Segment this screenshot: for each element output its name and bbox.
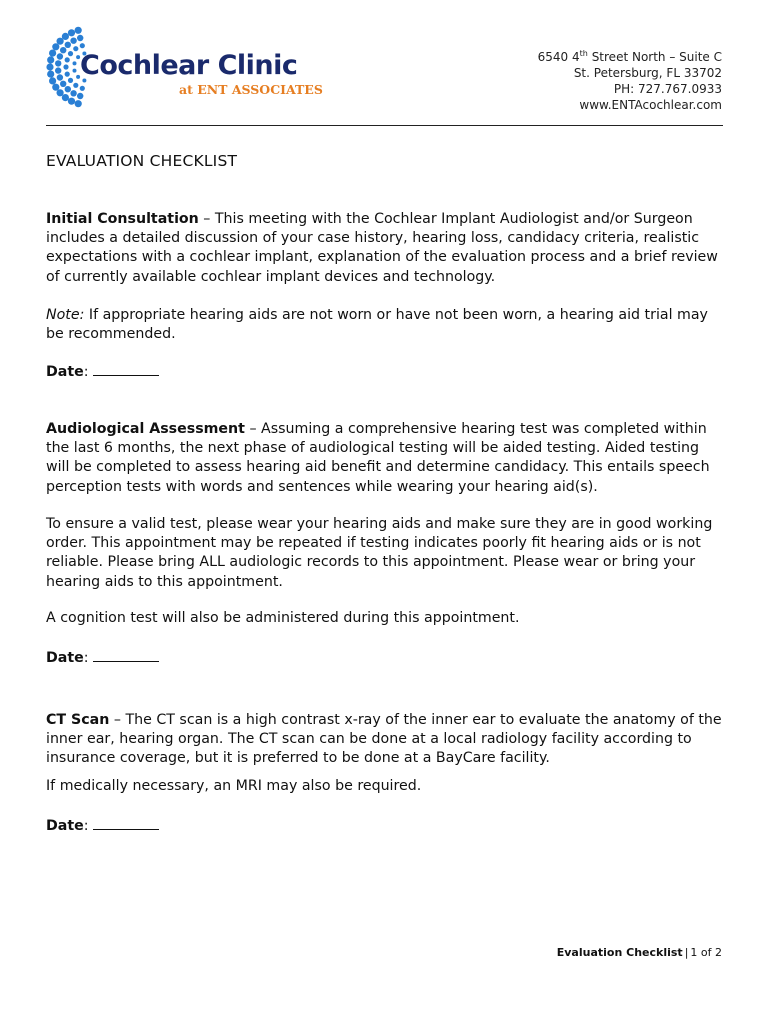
address-city: St. Petersburg, FL 33702 (573, 66, 722, 80)
section-heading: Initial Consultation (46, 211, 199, 227)
initial-consultation-note: Note: If appropriate hearing aids are not worn or have not been worn, a hearing aid trial may be recommended. (46, 307, 708, 343)
audiological-paragraph-2: To ensure a valid test, please wear your hearing aids and make sure they are in good working order. This appointment may be repeated if testing indicates poorly fit hearing aids or is not reliable. Please bring ALL audiologic records to this appointment. Please wear or bring your hearing aids to this appointment. (46, 516, 713, 590)
logo-dot (73, 69, 77, 73)
logo-dot (60, 81, 66, 87)
date-label: Date (46, 650, 84, 666)
logo-dot (70, 38, 76, 44)
footer-separator: | (684, 946, 689, 959)
date-blank (93, 816, 159, 830)
page-title: EVALUATION CHECKLIST (46, 152, 238, 170)
logo-title: Cochlear Clinic (80, 50, 298, 81)
logo-dot (65, 42, 71, 48)
initial-consultation-paragraph: Initial Consultation – This meeting with the Cochlear Implant Audiologist and/or Surgeon includes a detailed discussion of your case history, hearing loss, candidacy criteria, realistic expectations with a cochlear implant, explanation of the evaluation process and a brief review of currently available cochlear implant devices and technology. (46, 211, 718, 285)
logo-dot (47, 71, 54, 78)
date-blank (93, 362, 159, 376)
footer-label: Evaluation Checklist (556, 946, 683, 959)
ct-scan-paragraph-2: If medically necessary, an MRI may also be required. (46, 778, 422, 794)
note-label: Note: (46, 307, 85, 323)
section-heading: CT Scan (46, 712, 110, 728)
logo-dot (80, 43, 85, 48)
logo-dot (47, 56, 54, 63)
section-heading: Audiological Assessment (46, 421, 245, 437)
header-divider (46, 125, 723, 126)
logo-dot (70, 90, 76, 96)
logo-dot (52, 43, 59, 50)
logo-dot (55, 60, 61, 66)
date-blank (93, 648, 159, 662)
clinic-logo (44, 24, 344, 110)
logo-dot (68, 29, 75, 36)
logo-subtitle: at ENT ASSOCIATES (179, 82, 323, 97)
logo-dot (77, 93, 83, 99)
date-field-audiological: Date: (46, 648, 726, 668)
logo-dot (62, 94, 69, 101)
logo-dot (57, 74, 63, 80)
logo-dot (80, 86, 85, 91)
logo-dot (49, 77, 56, 84)
logo-dot (65, 57, 70, 62)
logo-dot (68, 78, 73, 83)
date-label: Date (46, 818, 84, 834)
logo-dot (77, 35, 83, 41)
address-website: www.ENTAcochlear.com (579, 98, 722, 112)
logo-dot (65, 72, 70, 77)
clinic-address (538, 46, 722, 113)
logo-dot (73, 46, 78, 51)
logo-dot (73, 61, 77, 65)
section-ct-scan: CT Scan – The CT scan is a high contrast x-ray of the inner ear to evaluate the anatomy of the inner ear, hearing organ. The CT scan can be done at a local radiology facility according to insurance coverage, but it is preferred to be done at a BayCare facility. (46, 712, 722, 767)
logo-dot (63, 64, 68, 69)
logo-dot (65, 86, 71, 92)
logo-dot (75, 100, 82, 107)
address-phone: PH: 727.767.0933 (613, 82, 722, 96)
logo-dot (46, 63, 53, 70)
audiological-paragraph-3: A cognition test will also be administered during this appointment. (46, 610, 520, 626)
date-label: Date (46, 364, 84, 380)
logo-dot (57, 53, 63, 59)
section-audiological-assessment: Audiological Assessment – Assuming a comprehensive hearing test was completed within the last 6 months, the next phase of audiological testing will be aided testing. Aided testing will be completed to assess hearing aid benefit and determine candidacy. This entails speech perception tests with words and sentences while wearing your hearing aid(s). (46, 421, 710, 495)
logo-dot (68, 98, 75, 105)
logo-dot (73, 83, 78, 88)
section-initial-consultation (46, 210, 726, 287)
page-number: 1 of 2 (690, 946, 722, 959)
address-street: 6540 4th Street North – Suite C (537, 49, 722, 64)
logo-dot (60, 47, 66, 53)
logo-dot (49, 50, 56, 57)
page-footer (557, 946, 722, 959)
logo-dot (68, 51, 73, 56)
logo-dot (55, 67, 61, 73)
date-field-initial: Date: (46, 362, 726, 382)
logo-dot (75, 27, 82, 34)
date-field-ct: Date: (46, 816, 726, 836)
